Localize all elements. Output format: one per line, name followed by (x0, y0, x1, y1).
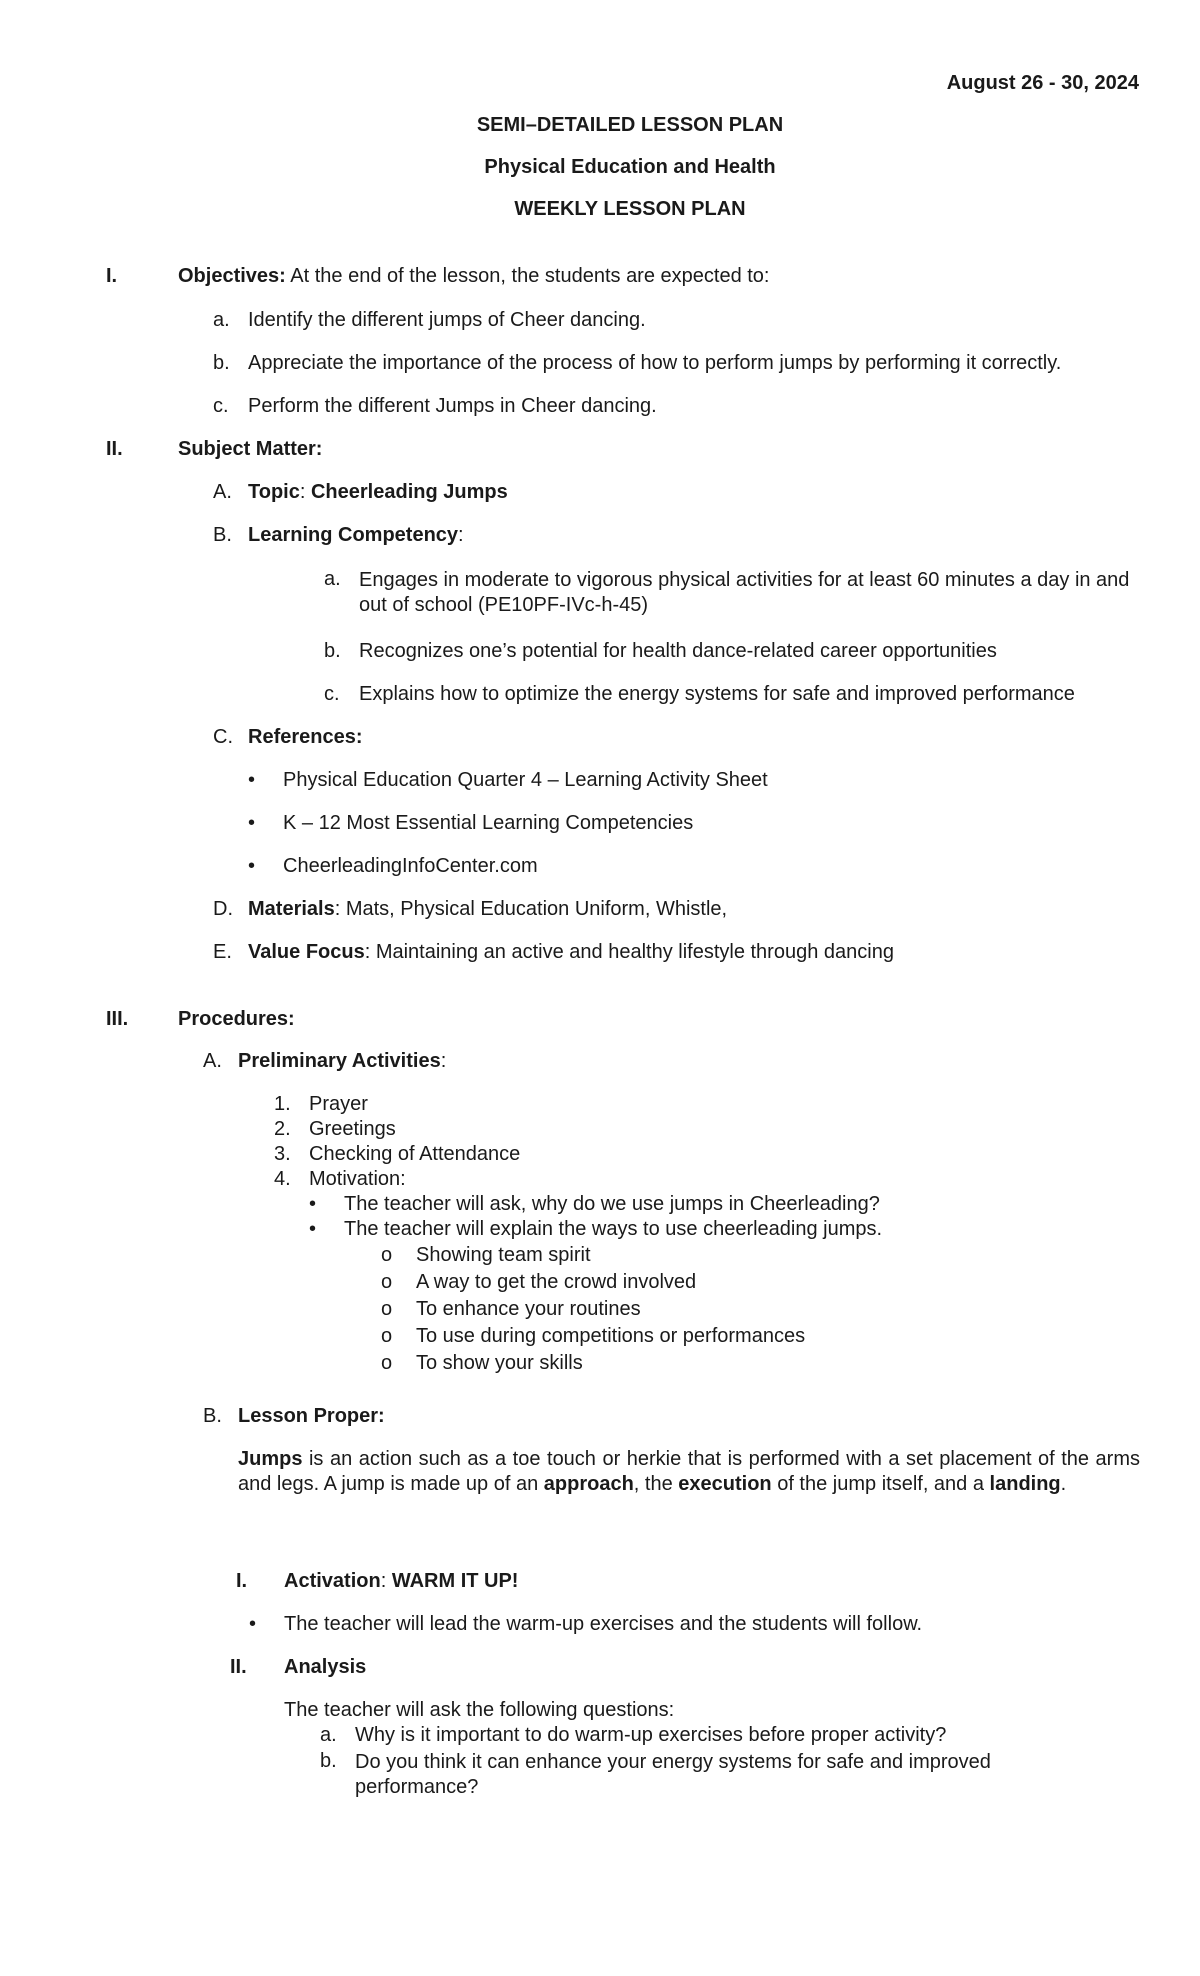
materials-line (248, 898, 727, 921)
motivation-bullet: The teacher will explain the ways to use cheerleading jumps. (344, 1218, 883, 1240)
preliminary-marker: A. (203, 1050, 222, 1072)
activity-item: Greetings (309, 1118, 396, 1140)
lesson-proper-label: Lesson Proper: (238, 1405, 385, 1427)
activation-label: Activation (284, 1570, 381, 1592)
activation-sep: : (380, 1570, 392, 1592)
paragraph-text: . (1060, 1473, 1067, 1495)
analysis-number: II. (230, 1656, 247, 1678)
objectives-heading (178, 265, 770, 288)
topic-sep: : (299, 481, 311, 503)
procedures-heading: Procedures: (178, 1008, 295, 1030)
objective-marker: c. (213, 395, 229, 417)
bullet-icon: • (309, 1218, 317, 1240)
activity-item: Motivation: (309, 1168, 406, 1190)
way-item: A way to get the crowd involved (416, 1271, 697, 1293)
competency-line (248, 524, 464, 547)
competency-item: Explains how to optimize the energy systems for safe and improved performance (359, 683, 1075, 705)
value-focus-text: : Maintaining an active and healthy lifestyle through dancing (364, 941, 894, 963)
circle-bullet-icon: o (381, 1298, 393, 1320)
preliminary-line (238, 1050, 446, 1073)
value-focus-marker: E. (213, 941, 232, 963)
section-number-objectives: I. (106, 265, 118, 287)
question-item: Why is it important to do warm-up exercises before proper activity? (355, 1724, 947, 1746)
activity-marker: 3. (274, 1143, 291, 1165)
reference-item: Physical Education Quarter 4 – Learning Activity Sheet (283, 769, 768, 791)
way-item: To show your skills (416, 1352, 583, 1374)
objective-item: Perform the different Jumps in Cheer dancing. (248, 395, 657, 417)
activation-line (284, 1570, 518, 1593)
activity-marker: 4. (274, 1168, 291, 1190)
objective-item: Identify the different jumps of Cheer dancing. (248, 309, 646, 331)
circle-bullet-icon: o (381, 1244, 393, 1266)
competency-marker-sub: c. (324, 683, 340, 705)
activity-item: Checking of Attendance (309, 1143, 521, 1165)
circle-bullet-icon: o (381, 1325, 393, 1347)
bullet-icon: • (249, 1613, 257, 1635)
way-item: To use during competitions or performances (416, 1325, 806, 1347)
activity-marker: 2. (274, 1118, 291, 1140)
competency-item: Engages in moderate to vigorous physical activities for at least 60 minutes a day in and out of school (PE10PF-IVc-h-45) (359, 569, 1130, 616)
bullet-icon: • (248, 855, 256, 877)
section-number-subject: II. (106, 438, 123, 460)
question-marker: b. (320, 1750, 337, 1772)
term-execution: execution (678, 1473, 772, 1495)
motivation-bullet: The teacher will ask, why do we use jumps in Cheerleading? (344, 1193, 880, 1215)
lesson-date: August 26 - 30, 2024 (946, 72, 1139, 94)
activation-bullet: The teacher will lead the warm-up exercises and the students will follow. (284, 1613, 923, 1635)
circle-bullet-icon: o (381, 1271, 393, 1293)
lesson-proper-paragraph (238, 1447, 1140, 1497)
lesson-proper-marker: B. (203, 1405, 222, 1427)
references-label: References: (248, 726, 363, 748)
section-number-procedures: III. (106, 1008, 129, 1030)
analysis-intro: The teacher will ask the following questions: (284, 1699, 675, 1721)
reference-item: CheerleadingInfoCenter.com (283, 855, 538, 877)
objective-item: Appreciate the importance of the process of how to perform jumps by performing it correctly. (248, 352, 1062, 374)
materials-label: Materials (248, 898, 335, 920)
paragraph-text: of the jump itself, and a (771, 1473, 990, 1495)
materials-text: : Mats, Physical Education Uniform, Whistle, (334, 898, 728, 920)
preliminary-label: Preliminary Activities (238, 1050, 441, 1072)
question-item: Do you think it can enhance your energy systems for safe and improved performance? (355, 1751, 991, 1798)
bullet-icon: • (248, 769, 256, 791)
analysis-label: Analysis (284, 1656, 367, 1678)
activity-marker: 1. (274, 1093, 291, 1115)
objective-marker: b. (213, 352, 230, 374)
question-marker: a. (320, 1724, 337, 1746)
subject-heading: Subject Matter: (178, 438, 323, 460)
title-subject: Physical Education and Health (484, 156, 776, 178)
circle-bullet-icon: o (381, 1352, 393, 1374)
topic-label: Topic (248, 481, 300, 503)
reference-item: K – 12 Most Essential Learning Competencies (283, 812, 694, 834)
term-jumps: Jumps (238, 1448, 303, 1470)
competency-item: Recognizes one’s potential for health dance-related career opportunities (359, 640, 997, 662)
way-item: Showing team spirit (416, 1244, 591, 1266)
paragraph-text: , the (633, 1473, 679, 1495)
title-lesson-plan: SEMI–DETAILED LESSON PLAN (476, 114, 784, 136)
objectives-intro: At the end of the lesson, the students are expected to: (285, 265, 770, 287)
objectives-label: Objectives: (178, 265, 286, 287)
way-item: To enhance your routines (416, 1298, 641, 1320)
activation-value: WARM IT UP! (391, 1570, 519, 1592)
activation-number: I. (236, 1570, 248, 1592)
competency-marker: B. (213, 524, 232, 546)
bullet-icon: • (248, 812, 256, 834)
competency-marker-sub: b. (324, 640, 341, 662)
paragraph-text: is an action such as a toe touch or herkie that is performed with a set placement of the arms and legs. A jump is made up of an (238, 1448, 1140, 1495)
title-weekly: WEEKLY LESSON PLAN (514, 198, 746, 220)
competency-label: Learning Competency (248, 524, 459, 546)
value-focus-label: Value Focus (248, 941, 365, 963)
topic-value: Cheerleading Jumps (310, 481, 508, 503)
objective-marker: a. (213, 309, 230, 331)
topic-marker: A. (213, 481, 232, 503)
preliminary-sep: : (440, 1050, 447, 1072)
value-focus-line (248, 941, 894, 964)
competency-marker-sub: a. (324, 568, 341, 590)
competency-sep: : (458, 524, 464, 546)
term-approach: approach (543, 1473, 634, 1495)
term-landing: landing (989, 1473, 1061, 1495)
materials-marker: D. (213, 898, 233, 920)
topic-line (248, 481, 508, 504)
bullet-icon: • (309, 1193, 317, 1215)
activity-item: Prayer (309, 1093, 368, 1115)
references-marker: C. (213, 726, 233, 748)
